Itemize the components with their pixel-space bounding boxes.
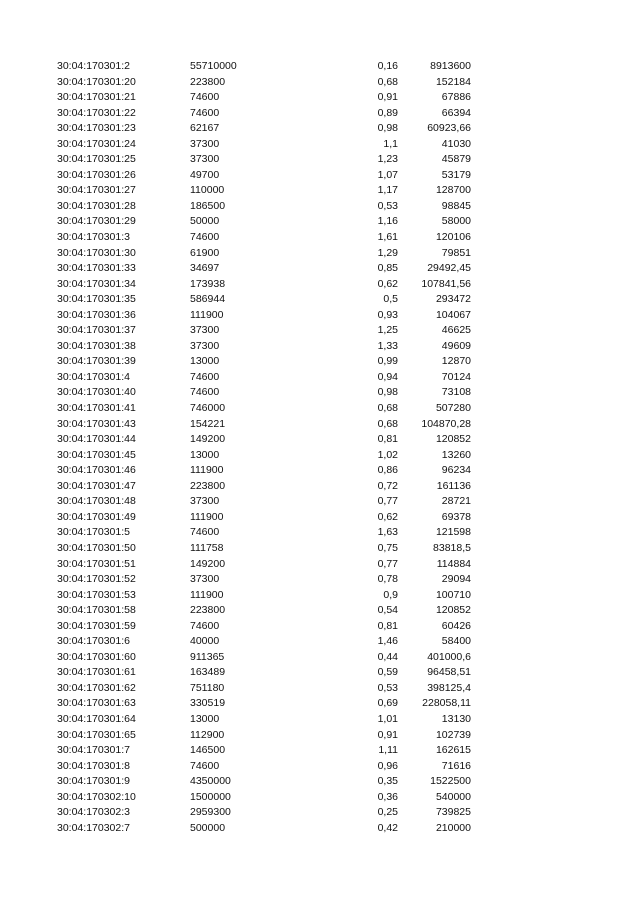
area-cell: 49700 [190, 168, 220, 181]
area-cell: 34697 [190, 262, 220, 275]
area-cell: 62167 [190, 122, 220, 135]
value-cell: 120852 [435, 433, 471, 446]
area-cell: 154221 [190, 417, 226, 430]
cadastral-number-cell: 30:04:170301:5 [57, 526, 130, 539]
value-cell: 540000 [435, 790, 471, 803]
table-row [0, 774, 640, 790]
coefficient-cell: 1,61 [377, 231, 398, 244]
cadastral-number-cell: 30:04:170301:30 [57, 246, 136, 259]
cadastral-number-cell: 30:04:170301:50 [57, 541, 136, 554]
area-cell: 55710000 [190, 60, 237, 72]
table-row [0, 152, 640, 168]
value-cell: 12870 [441, 355, 471, 368]
cadastral-number-cell: 30:04:170301:44 [57, 433, 136, 446]
area-cell: 37300 [190, 573, 220, 586]
coefficient-cell: 1,46 [377, 635, 398, 648]
value-cell: 1522500 [430, 775, 471, 788]
coefficient-cell: 0,42 [377, 821, 398, 834]
cadastral-number-cell: 30:04:170301:41 [57, 402, 136, 415]
cadastral-number-cell: 30:04:170301:60 [57, 650, 136, 663]
table-row [0, 59, 640, 75]
table-row [0, 510, 640, 526]
value-cell: 107841,56 [421, 277, 471, 290]
area-cell: 40000 [190, 635, 220, 648]
cadastral-number-cell: 30:04:170301:25 [57, 153, 136, 166]
coefficient-cell: 0,68 [377, 75, 398, 88]
cadastral-number-cell: 30:04:170301:26 [57, 168, 136, 181]
table-row [0, 557, 640, 573]
area-cell: 111900 [190, 308, 224, 321]
area-cell: 74600 [190, 91, 220, 104]
cadastral-number-cell: 30:04:170301:2 [57, 60, 130, 72]
coefficient-cell: 0,91 [377, 91, 398, 104]
table-row [0, 121, 640, 137]
table-row [0, 323, 640, 339]
coefficient-cell: 0,86 [377, 464, 398, 477]
value-cell: 49609 [441, 339, 471, 352]
table-row [0, 665, 640, 681]
coefficient-cell: 0,94 [377, 370, 398, 383]
value-cell: 401000,6 [427, 650, 471, 663]
coefficient-cell: 0,81 [377, 433, 398, 446]
value-cell: 228058,11 [422, 697, 471, 710]
table-row [0, 712, 640, 728]
value-cell: 98845 [441, 199, 471, 212]
coefficient-cell: 0,96 [377, 759, 398, 772]
table-row [0, 603, 640, 619]
area-cell: 223800 [190, 604, 226, 617]
cadastral-number-cell: 30:04:170301:40 [57, 386, 136, 399]
coefficient-cell: 0,5 [383, 293, 398, 306]
area-cell: 37300 [190, 153, 220, 166]
area-cell: 746000 [190, 402, 226, 415]
value-cell: 28721 [441, 495, 471, 508]
table-row [0, 230, 640, 246]
area-cell: 112900 [190, 728, 225, 741]
value-cell: 58000 [441, 215, 471, 228]
table-row [0, 292, 640, 308]
table-row [0, 572, 640, 588]
value-cell: 128700 [435, 184, 471, 197]
coefficient-cell: 0,16 [377, 60, 398, 72]
table-row [0, 541, 640, 557]
cadastral-number-cell: 30:04:170301:36 [57, 308, 136, 321]
coefficient-cell: 0,93 [377, 308, 398, 321]
table-row [0, 137, 640, 153]
cadastral-number-cell: 30:04:170301:33 [57, 262, 136, 275]
table-row [0, 448, 640, 464]
table-row [0, 432, 640, 448]
value-cell: 60923,66 [427, 122, 471, 135]
coefficient-cell: 0,89 [377, 106, 398, 119]
table-row [0, 805, 640, 821]
area-cell: 223800 [190, 479, 226, 492]
table-row [0, 214, 640, 230]
value-cell: 96458,51 [427, 666, 471, 679]
area-cell: 111900 [190, 464, 224, 477]
cadastral-number-cell: 30:04:170301:21 [57, 91, 136, 104]
table-row [0, 588, 640, 604]
cadastral-number-cell: 30:04:170301:3 [57, 231, 130, 244]
coefficient-cell: 0,25 [377, 806, 398, 819]
table-row [0, 759, 640, 775]
area-cell: 37300 [190, 495, 220, 508]
cadastral-number-cell: 30:04:170301:61 [57, 666, 136, 679]
table-row [0, 339, 640, 355]
area-cell: 61900 [190, 246, 220, 259]
coefficient-cell: 0,53 [377, 199, 398, 212]
table-row [0, 106, 640, 122]
value-cell: 161136 [436, 479, 471, 492]
cadastral-number-cell: 30:04:170301:64 [57, 712, 136, 725]
area-cell: 2959300 [190, 806, 231, 819]
area-cell: 500000 [190, 821, 226, 834]
area-cell: 186500 [190, 199, 226, 212]
cadastral-number-cell: 30:04:170301:29 [57, 215, 136, 228]
value-cell: 104870,28 [421, 417, 471, 430]
area-cell: 4350000 [190, 775, 231, 788]
coefficient-cell: 1,07 [377, 168, 398, 181]
table-row [0, 619, 640, 635]
value-cell: 13260 [441, 448, 471, 461]
area-cell: 173938 [190, 277, 226, 290]
table-row [0, 728, 640, 744]
cadastral-number-cell: 30:04:170302:3 [57, 806, 130, 819]
value-cell: 45879 [441, 153, 471, 166]
table-row [0, 354, 640, 370]
area-cell: 110000 [190, 184, 225, 197]
cadastral-number-cell: 30:04:170301:53 [57, 588, 136, 601]
table-row [0, 479, 640, 495]
coefficient-cell: 1,11 [378, 744, 398, 757]
cadastral-number-cell: 30:04:170301:28 [57, 199, 136, 212]
area-cell: 37300 [190, 324, 220, 337]
value-cell: 739825 [435, 806, 471, 819]
table-row [0, 199, 640, 215]
table-row [0, 385, 640, 401]
table-row [0, 634, 640, 650]
value-cell: 13130 [441, 712, 471, 725]
value-cell: 66394 [441, 106, 471, 119]
cadastral-number-cell: 30:04:170301:46 [57, 464, 136, 477]
cadastral-number-cell: 30:04:170301:37 [57, 324, 136, 337]
area-cell: 146500 [190, 744, 226, 757]
area-cell: 149200 [190, 557, 226, 570]
coefficient-cell: 0,62 [377, 277, 398, 290]
table-row [0, 681, 640, 697]
coefficient-cell: 0,77 [377, 495, 398, 508]
coefficient-cell: 0,98 [377, 122, 398, 135]
coefficient-cell: 0,53 [377, 681, 398, 694]
coefficient-cell: 0,99 [377, 355, 398, 368]
value-cell: 100710 [435, 588, 471, 601]
coefficient-cell: 0,62 [377, 510, 398, 523]
area-cell: 13000 [190, 355, 220, 368]
table-row [0, 463, 640, 479]
value-cell: 71616 [441, 759, 471, 772]
value-cell: 73108 [441, 386, 471, 399]
coefficient-cell: 1,29 [377, 246, 398, 259]
area-cell: 74600 [190, 106, 220, 119]
coefficient-cell: 1,02 [377, 448, 398, 461]
coefficient-cell: 0,69 [377, 697, 398, 710]
table-row [0, 277, 640, 293]
cadastral-number-cell: 30:04:170301:9 [57, 775, 130, 788]
coefficient-cell: 1,16 [377, 215, 398, 228]
coefficient-cell: 1,23 [377, 153, 398, 166]
value-cell: 114884 [436, 557, 471, 570]
cadastral-number-cell: 30:04:170301:6 [57, 635, 130, 648]
area-cell: 37300 [190, 137, 220, 150]
coefficient-cell: 0,91 [377, 728, 398, 741]
cadastral-number-cell: 30:04:170301:23 [57, 122, 136, 135]
value-cell: 67886 [441, 91, 471, 104]
area-cell: 1500000 [190, 790, 231, 803]
cadastral-number-cell: 30:04:170301:38 [57, 339, 136, 352]
coefficient-cell: 1,01 [377, 712, 398, 725]
value-cell: 29094 [441, 573, 471, 586]
coefficient-cell: 1,33 [377, 339, 398, 352]
coefficient-cell: 1,17 [377, 184, 398, 197]
area-cell: 13000 [190, 712, 220, 725]
coefficient-cell: 0,9 [383, 588, 398, 601]
area-cell: 111758 [190, 541, 224, 554]
value-cell: 104067 [435, 308, 471, 321]
cadastral-number-cell: 30:04:170302:10 [57, 790, 136, 803]
area-cell: 37300 [190, 339, 220, 352]
cadastral-number-cell: 30:04:170301:59 [57, 619, 136, 632]
table-row [0, 650, 640, 666]
value-cell: 53179 [441, 168, 471, 181]
value-cell: 120106 [435, 231, 471, 244]
cadastral-number-cell: 30:04:170301:47 [57, 479, 136, 492]
cadastral-number-cell: 30:04:170301:27 [57, 184, 136, 197]
cadastral-number-cell: 30:04:170302:7 [57, 821, 130, 834]
table-row [0, 183, 640, 199]
coefficient-cell: 1,1 [383, 137, 398, 150]
table-row [0, 90, 640, 106]
coefficient-cell: 0,36 [377, 790, 398, 803]
area-cell: 911365 [190, 650, 225, 663]
cadastral-number-cell: 30:04:170301:62 [57, 681, 136, 694]
coefficient-cell: 0,35 [377, 775, 398, 788]
area-cell: 111900 [190, 588, 224, 601]
cadastral-number-cell: 30:04:170301:58 [57, 604, 136, 617]
coefficient-cell: 0,68 [377, 417, 398, 430]
coefficient-cell: 1,25 [377, 324, 398, 337]
cadastral-number-cell: 30:04:170301:52 [57, 573, 136, 586]
cadastral-number-cell: 30:04:170301:63 [57, 697, 136, 710]
table-row [0, 743, 640, 759]
value-cell: 162615 [435, 744, 471, 757]
cadastral-number-cell: 30:04:170301:7 [57, 744, 130, 757]
area-cell: 586944 [190, 293, 226, 306]
table-row [0, 790, 640, 806]
value-cell: 120852 [435, 604, 471, 617]
area-cell: 74600 [190, 526, 220, 539]
area-cell: 330519 [190, 697, 226, 710]
cadastral-number-cell: 30:04:170301:39 [57, 355, 136, 368]
area-cell: 751180 [190, 681, 225, 694]
coefficient-cell: 0,78 [377, 573, 398, 586]
value-cell: 29492,45 [427, 262, 471, 275]
coefficient-cell: 1,63 [377, 526, 398, 539]
area-cell: 13000 [190, 448, 220, 461]
coefficient-cell: 0,59 [377, 666, 398, 679]
coefficient-cell: 0,72 [377, 479, 398, 492]
area-cell: 223800 [190, 75, 226, 88]
table-row [0, 525, 640, 541]
coefficient-cell: 0,81 [377, 619, 398, 632]
cadastral-number-cell: 30:04:170301:48 [57, 495, 136, 508]
area-cell: 74600 [190, 759, 220, 772]
area-cell: 74600 [190, 231, 220, 244]
table-row [0, 417, 640, 433]
area-cell: 50000 [190, 215, 220, 228]
coefficient-cell: 0,44 [377, 650, 398, 663]
area-cell: 149200 [190, 433, 226, 446]
area-cell: 74600 [190, 386, 220, 399]
area-cell: 74600 [190, 619, 220, 632]
table-row [0, 370, 640, 386]
value-cell: 8913600 [430, 60, 471, 72]
data-table [0, 59, 640, 836]
value-cell: 507280 [435, 402, 471, 415]
coefficient-cell: 0,98 [377, 386, 398, 399]
value-cell: 41030 [441, 137, 471, 150]
cadastral-number-cell: 30:04:170301:24 [57, 137, 136, 150]
table-row [0, 494, 640, 510]
table-row [0, 821, 640, 837]
value-cell: 398125,4 [427, 681, 471, 694]
table-row [0, 246, 640, 262]
cadastral-number-cell: 30:04:170301:43 [57, 417, 136, 430]
table-row [0, 696, 640, 712]
cadastral-number-cell: 30:04:170301:35 [57, 293, 136, 306]
cadastral-number-cell: 30:04:170301:49 [57, 510, 136, 523]
value-cell: 102739 [435, 728, 471, 741]
area-cell: 111900 [190, 510, 224, 523]
coefficient-cell: 0,54 [377, 604, 398, 617]
coefficient-cell: 0,77 [377, 557, 398, 570]
area-cell: 74600 [190, 370, 220, 383]
value-cell: 210000 [435, 821, 471, 834]
cadastral-number-cell: 30:04:170301:8 [57, 759, 130, 772]
coefficient-cell: 0,75 [377, 541, 398, 554]
coefficient-cell: 0,68 [377, 402, 398, 415]
cadastral-number-cell: 30:04:170301:65 [57, 728, 136, 741]
value-cell: 70124 [441, 370, 471, 383]
value-cell: 69378 [441, 510, 471, 523]
cadastral-number-cell: 30:04:170301:45 [57, 448, 136, 461]
value-cell: 121598 [435, 526, 471, 539]
table-row [0, 401, 640, 417]
table-row [0, 168, 640, 184]
area-cell: 163489 [190, 666, 226, 679]
value-cell: 83818,5 [433, 541, 471, 554]
cadastral-number-cell: 30:04:170301:22 [57, 106, 136, 119]
table-row [0, 261, 640, 277]
value-cell: 96234 [441, 464, 471, 477]
value-cell: 79851 [441, 246, 471, 259]
value-cell: 152184 [435, 75, 471, 88]
table-row [0, 75, 640, 91]
cadastral-number-cell: 30:04:170301:4 [57, 370, 130, 383]
value-cell: 293472 [435, 293, 471, 306]
value-cell: 46625 [441, 324, 471, 337]
coefficient-cell: 0,85 [377, 262, 398, 275]
value-cell: 60426 [441, 619, 471, 632]
value-cell: 58400 [441, 635, 471, 648]
table-row [0, 308, 640, 324]
cadastral-number-cell: 30:04:170301:20 [57, 75, 136, 88]
cadastral-number-cell: 30:04:170301:34 [57, 277, 136, 290]
cadastral-number-cell: 30:04:170301:51 [57, 557, 136, 570]
